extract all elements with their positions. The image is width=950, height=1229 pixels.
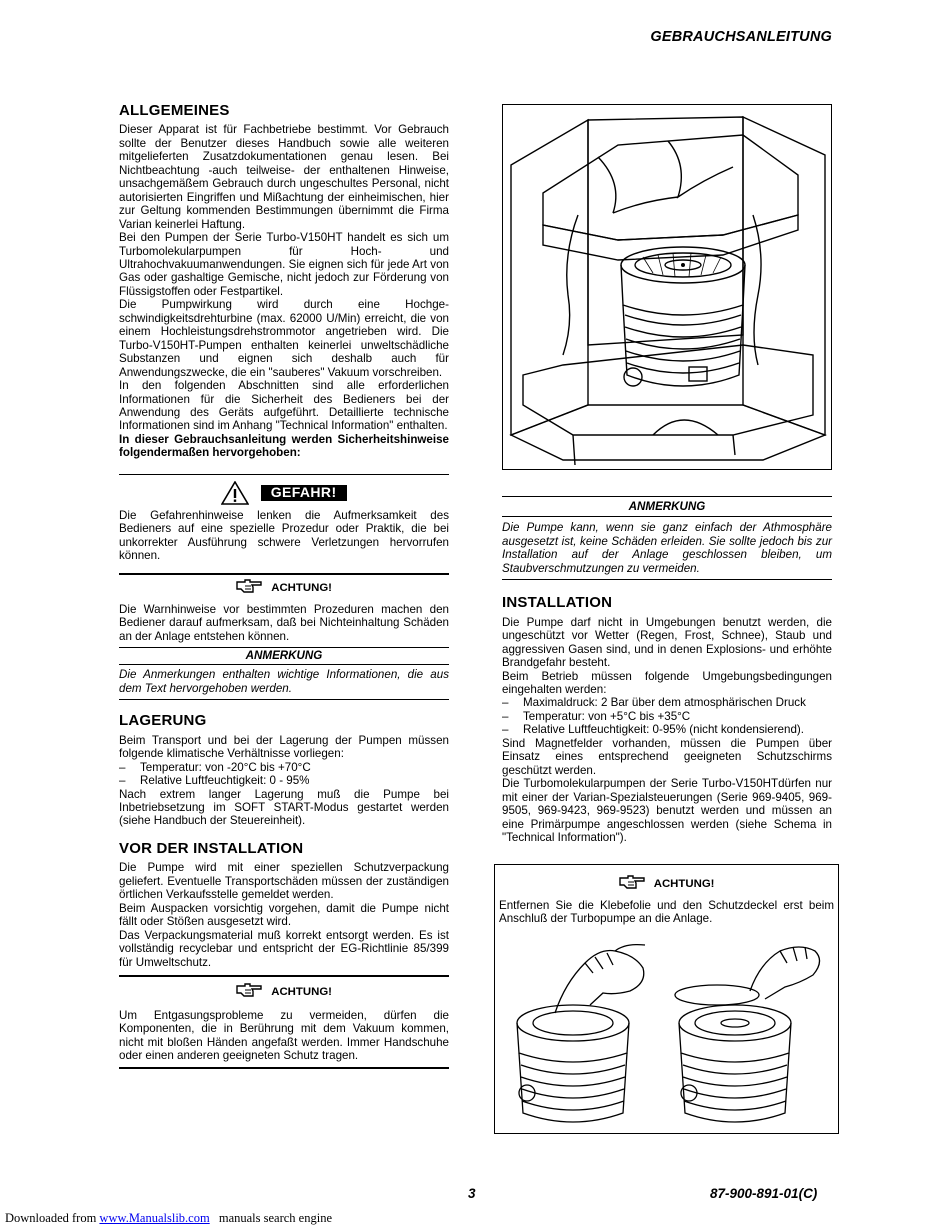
divider: [119, 1067, 449, 1069]
list-item: – Relative Luftfeuchtigkeit: 0 - 95%: [119, 774, 449, 787]
left-column: [119, 104, 449, 1069]
lagerung-intro: Beim Transport und bei der Lagerung der Pumpen müssen folgende klimatische Verhältnisse vorliegen:: [119, 733, 449, 761]
achtung-text-2: Um Entgasungsprobleme zu vermeiden, dürfen die Komponenten, die in Berührung mit dem Vakuum kommen, nicht mit bloßen Händen angefaßt werden. Immer Handschuhe oder einen anderen geeigneten Schutz tragen.: [119, 1009, 449, 1063]
right-column: [502, 496, 832, 844]
achtung-header-2: [119, 983, 449, 1005]
achtung-header-1: [119, 579, 449, 599]
divider: [502, 516, 832, 517]
pump-in-packaging-drawing: [503, 105, 831, 469]
gefahr-label: GEFAHR!: [261, 485, 347, 500]
divider: [119, 647, 449, 648]
vor-installation-para-3: Das Verpackungsmaterial muß korrekt entsorgt werden. Es ist vollständig recyclebar und entspricht der EG-Richtlinie 85/399 für Umweltschutz.: [119, 928, 449, 969]
pointing-hand-icon: [236, 579, 262, 593]
installation-para-4: Die Turbomolekularpumpen der Serie Turbo-V150HTdürfen nur mit einer der Varian-Spezialsteuerungen (Serie 969-9405, 969-9505, 969-9423, 969-9523) benutzt werden und müssen an eine Primärpumpe angeschlossen werden (siehe Schema in "Technical Information").: [502, 777, 832, 844]
allgemeines-para-3: Die Pumpwirkung wird durch eine Hochge- schwindigkeitsdrehturbine (max. 62000 U/Min) erreicht, die von einem Hochleistungsdrehstrommotor angetrieben wird. Die Turbo-V150HT-Pumpen enthalten keinerlei unweltschädliche Substanzen und eignen sich deshalb auch für Anwendungszwecke, die ein "sauberes" Vakuum vorschreiben.: [119, 298, 449, 379]
list-item: – Temperatur: von +5°C bis +35°C: [502, 710, 832, 723]
allgemeines-heading: ALLGEMEINES: [119, 102, 230, 119]
list-item: – Relative Luftfeuchtigkeit: 0-95% (nicht kondensierend).: [502, 723, 832, 736]
allgemeines-para-1: Dieser Apparat ist für Fachbetriebe bestimmt. Vor Gebrauch sollte der Benutzer dieses Handbuch sowie alle weiteren mitgelieferten Zusatzdokumentationen genau lesen. Bei Nichtbeachtung -auch teilweise- der enthaltenen Hinweise, unsachgemäßem Gebrauch durch ungeschultes Personal, nicht autorisierten Eingriffen und Mißachtung der einheimischen, hier zur Geltung kommenden Bestimmungen übernimmt die Firma Varian keinerlei Haftung.: [119, 123, 449, 231]
downloaded-prefix: Downloaded from: [5, 1211, 97, 1225]
anmerkung-text-1: Die Anmerkungen enthalten wichtige Informationen, die aus dem Text hervorgehoben werden.: [119, 668, 449, 695]
vor-installation-para-1: Die Pumpe wird mit einer speziellen Schutzverpackung geliefert. Eventuelle Transportschäden müssen der zuständigen örtlichen Verkaufsstelle gemeldet werden.: [119, 861, 449, 902]
download-footer: [5, 1211, 332, 1226]
achtung-label-1: ACHTUNG!: [271, 581, 332, 594]
anmerkung-text-2: Die Pumpe kann, wenn sie ganz einfach der Athmosphäre ausgesetzt ist, keine Schäden erleiden. Sie sollte jedoch bis zur Installation auf der Anlage geschlossen bleiben, um Staubverschmutzungen zu vermeiden.: [502, 521, 832, 575]
allgemeines-para-5: In dieser Gebrauchsanleitung werden Sicherheitshinweise folgendermaßen hervorgehoben:: [119, 432, 449, 460]
lagerung-outro: Nach extrem langer Lagerung muß die Pumpe bei Inbetriebsetzung im SOFT START-Modus gestartet werden (siehe Handbuch der Steuereinheit).: [119, 787, 449, 828]
allgemeines-para-4: In den folgenden Abschnitten sind alle erforderlichen Informationen für die Sicherheit des Bedieners bei der Anwendung des Geräts aufgeführt. Detaillierte technische Informationen sind im Anhang "Technical Information" enthalten.: [119, 379, 449, 433]
lagerung-list: [119, 761, 449, 788]
anmerkung-title-1: ANMERKUNG: [245, 648, 323, 662]
divider: [502, 496, 832, 497]
achtung-label-3: ACHTUNG!: [653, 878, 715, 890]
achtung-label-2: ACHTUNG!: [271, 986, 332, 999]
installation-para-3: Sind Magnetfelder vorhanden, müssen die Pumpen über Einsatz eines entsprechend geeigneten Schutzschirms geschützt werden.: [502, 736, 832, 777]
achtung-box-3: [494, 864, 839, 1134]
divider: [119, 664, 449, 665]
anmerkung-title-2: ANMERKUNG: [628, 500, 706, 513]
gefahr-header: [119, 481, 449, 505]
list-item: – Temperatur: von -20°C bis +70°C: [119, 761, 449, 774]
achtung-text-1: Die Warnhinweise vor bestimmten Prozeduren machen den Bediener darauf aufmerksam, daß bei Nichteinhaltung Schäden an der Anlage entstehen können.: [119, 602, 449, 643]
downloaded-suffix: manuals search engine: [218, 1211, 332, 1225]
allgemeines-para-2: Bei den Pumpen der Serie Turbo-V150HT handelt es sich um Turbomolekularpumpen für Hoch- und Ultrahochvakuumanwendungen. Sie eignen sich für jede Art von Gas oder gashaltige Gemische, nicht jedoch zur Förderung von Flüssigstoffen oder Festpartikel.: [119, 231, 449, 298]
achtung-text-3: Entfernen Sie die Klebefolie und den Schutzdeckel erst beim Anschluß der Turbopumpe an die Anlage.: [499, 899, 834, 926]
divider: [119, 573, 449, 575]
document-header-title: GEBRAUCHSANLEITUNG: [650, 29, 832, 45]
installation-para-1: Die Pumpe darf nicht in Umgebungen benutzt werden, die ungeschützt vor Wetter (Regen, Frost, Schnee), Staub und aggressiven Gasen sind, und in denen Explosions- und erhöhte Brandgefahr besteht.: [502, 615, 832, 670]
packaging-illustration: [502, 104, 832, 470]
installation-para-2: Beim Betrieb müssen folgende Umgebungsbedingungen eingehalten werden:: [502, 669, 832, 696]
divider: [119, 474, 449, 475]
document-number: 87-900-891-01(C): [710, 1186, 818, 1201]
divider: [502, 579, 832, 580]
divider: [119, 975, 449, 977]
warning-triangle-icon: [221, 481, 249, 505]
pointing-hand-icon: [619, 875, 645, 889]
lagerung-heading: LAGERUNG: [119, 712, 207, 730]
installation-heading: INSTALLATION: [502, 594, 613, 612]
vor-installation-heading: VOR DER INSTALLATION: [119, 839, 304, 857]
page-number: 3: [468, 1186, 476, 1201]
list-item: – Maximaldruck: 2 Bar über dem atmosphärischen Druck: [502, 696, 832, 709]
vor-installation-para-2: Beim Auspacken vorsichtig vorgehen, damit die Pumpe nicht fällt oder Stößen ausgesetzt wird.: [119, 901, 449, 929]
remove-cover-illustration: [495, 943, 838, 1133]
pointing-hand-icon: [236, 983, 262, 997]
manualslib-link[interactable]: www.Manualslib.com: [99, 1211, 210, 1225]
divider: [119, 699, 449, 700]
achtung-header-3: [495, 875, 838, 895]
gefahr-text: Die Gefahrenhinweise lenken die Aufmerksamkeit des Bedieners auf eine spezielle Prozedur oder Praktik, die bei unkorrekter Ausführung schwere Verletzungen hervorrufen können.: [119, 508, 449, 563]
installation-list: [502, 696, 832, 736]
